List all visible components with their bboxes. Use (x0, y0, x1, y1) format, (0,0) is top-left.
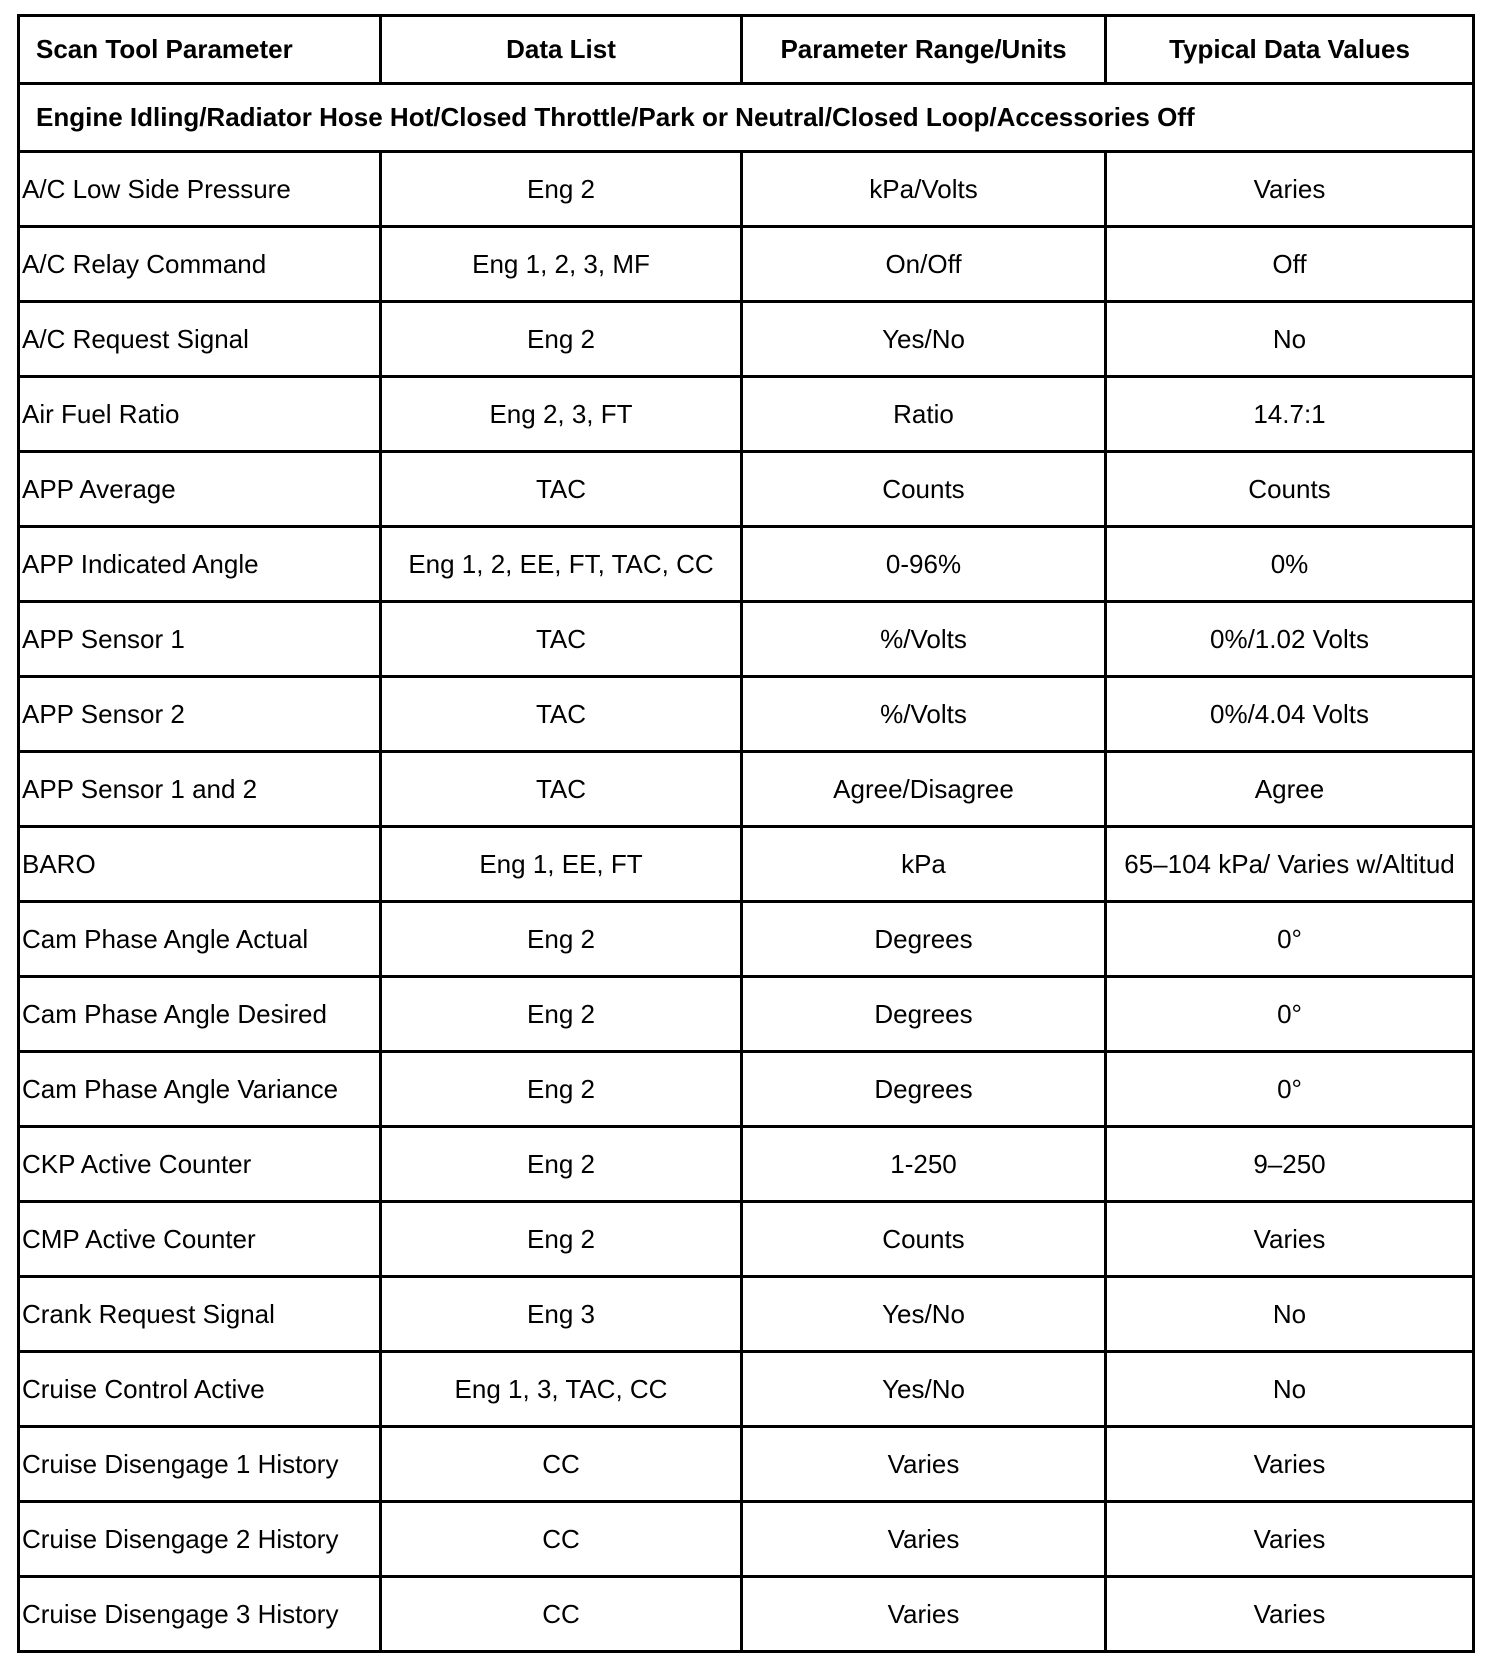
cell-range-units: On/Off (742, 227, 1106, 302)
cell-data-list: Eng 3 (381, 1277, 742, 1352)
cell-parameter: Cruise Disengage 2 History (19, 1502, 381, 1577)
cell-data-list: Eng 1, 2, EE, FT, TAC, CC (381, 527, 742, 602)
cell-parameter: Air Fuel Ratio (19, 377, 381, 452)
cell-typical-value: 0% (1106, 527, 1474, 602)
table-row (19, 902, 1474, 977)
cell-parameter: A/C Low Side Pressure (19, 152, 381, 227)
cell-typical-value: Off (1106, 227, 1474, 302)
table-row (19, 1352, 1474, 1427)
cell-typical-value: No (1106, 302, 1474, 377)
cell-data-list: Eng 2, 3, FT (381, 377, 742, 452)
cell-parameter: CKP Active Counter (19, 1127, 381, 1202)
cell-parameter: APP Indicated Angle (19, 527, 381, 602)
table-row (19, 1427, 1474, 1502)
cell-data-list: Eng 2 (381, 977, 742, 1052)
cell-range-units: Yes/No (742, 1352, 1106, 1427)
cell-data-list: CC (381, 1577, 742, 1652)
header-data-list: Data List (381, 16, 742, 84)
cell-typical-value: Agree (1106, 752, 1474, 827)
cell-range-units: Varies (742, 1502, 1106, 1577)
cell-range-units: %/Volts (742, 602, 1106, 677)
table-body (19, 84, 1474, 1652)
cell-data-list: TAC (381, 677, 742, 752)
cell-data-list: CC (381, 1502, 742, 1577)
table-row (19, 1502, 1474, 1577)
cell-data-list: Eng 1, 2, 3, MF (381, 227, 742, 302)
cell-parameter: APP Sensor 2 (19, 677, 381, 752)
cell-range-units: Yes/No (742, 1277, 1106, 1352)
cell-range-units: Agree/Disagree (742, 752, 1106, 827)
cell-range-units: Counts (742, 1202, 1106, 1277)
cell-range-units: 0-96% (742, 527, 1106, 602)
cell-data-list: Eng 2 (381, 1127, 742, 1202)
cell-typical-value: 0%/4.04 Volts (1106, 677, 1474, 752)
table-row (19, 1052, 1474, 1127)
table-row (19, 827, 1474, 902)
cell-data-list: Eng 2 (381, 152, 742, 227)
scan-tool-parameter-table (17, 14, 1475, 1653)
cell-typical-value: 0%/1.02 Volts (1106, 602, 1474, 677)
table-row (19, 602, 1474, 677)
table-row (19, 677, 1474, 752)
cell-parameter: Cruise Disengage 3 History (19, 1577, 381, 1652)
table-row (19, 302, 1474, 377)
cell-typical-value: 9–250 (1106, 1127, 1474, 1202)
cell-range-units: Ratio (742, 377, 1106, 452)
cell-data-list: Eng 2 (381, 1052, 742, 1127)
table-row (19, 377, 1474, 452)
cell-data-list: Eng 1, EE, FT (381, 827, 742, 902)
table-row (19, 152, 1474, 227)
cell-data-list: TAC (381, 452, 742, 527)
cell-parameter: APP Average (19, 452, 381, 527)
cell-data-list: CC (381, 1427, 742, 1502)
header-typical-data-values: Typical Data Values (1106, 16, 1474, 84)
cell-parameter: BARO (19, 827, 381, 902)
cell-typical-value: No (1106, 1277, 1474, 1352)
cell-data-list: Eng 2 (381, 1202, 742, 1277)
table-row (19, 227, 1474, 302)
cell-range-units: Varies (742, 1427, 1106, 1502)
cell-data-list: TAC (381, 752, 742, 827)
cell-parameter: Cruise Control Active (19, 1352, 381, 1427)
header-scan-tool-parameter: Scan Tool Parameter (19, 16, 381, 84)
cell-parameter: CMP Active Counter (19, 1202, 381, 1277)
cell-data-list: Eng 2 (381, 902, 742, 977)
condition-row (19, 84, 1474, 152)
table-row (19, 1277, 1474, 1352)
cell-typical-value: 14.7:1 (1106, 377, 1474, 452)
cell-typical-value: Varies (1106, 1577, 1474, 1652)
header-parameter-range-units: Parameter Range/Units (742, 16, 1106, 84)
cell-range-units: 1-250 (742, 1127, 1106, 1202)
cell-typical-value: 0° (1106, 1052, 1474, 1127)
cell-typical-value: 65–104 kPa/ Varies w/Altitud (1106, 827, 1474, 902)
cell-typical-value: No (1106, 1352, 1474, 1427)
header-row (19, 16, 1474, 84)
cell-parameter: Cruise Disengage 1 History (19, 1427, 381, 1502)
table-header (19, 16, 1474, 84)
cell-typical-value: Varies (1106, 1427, 1474, 1502)
cell-data-list: TAC (381, 602, 742, 677)
table-row (19, 752, 1474, 827)
scan-tool-data-sheet (17, 14, 1472, 1653)
cell-range-units: Degrees (742, 1052, 1106, 1127)
cell-data-list: Eng 1, 3, TAC, CC (381, 1352, 742, 1427)
cell-parameter: APP Sensor 1 (19, 602, 381, 677)
table-row (19, 1577, 1474, 1652)
test-condition-label: Engine Idling/Radiator Hose Hot/Closed Throttle/Park or Neutral/Closed Loop/Accessories Off (19, 84, 1474, 152)
cell-parameter: A/C Relay Command (19, 227, 381, 302)
cell-parameter: A/C Request Signal (19, 302, 381, 377)
cell-range-units: kPa (742, 827, 1106, 902)
cell-parameter: Crank Request Signal (19, 1277, 381, 1352)
cell-typical-value: Counts (1106, 452, 1474, 527)
table-row (19, 977, 1474, 1052)
cell-range-units: Yes/No (742, 302, 1106, 377)
cell-parameter: APP Sensor 1 and 2 (19, 752, 381, 827)
cell-typical-value: Varies (1106, 152, 1474, 227)
cell-data-list: Eng 2 (381, 302, 742, 377)
cell-parameter: Cam Phase Angle Actual (19, 902, 381, 977)
table-row (19, 452, 1474, 527)
cell-range-units: Degrees (742, 977, 1106, 1052)
cell-range-units: %/Volts (742, 677, 1106, 752)
table-row (19, 527, 1474, 602)
cell-typical-value: 0° (1106, 902, 1474, 977)
cell-parameter: Cam Phase Angle Variance (19, 1052, 381, 1127)
cell-typical-value: Varies (1106, 1502, 1474, 1577)
cell-range-units: Degrees (742, 902, 1106, 977)
cell-range-units: Varies (742, 1577, 1106, 1652)
cell-parameter: Cam Phase Angle Desired (19, 977, 381, 1052)
cell-range-units: Counts (742, 452, 1106, 527)
cell-typical-value: Varies (1106, 1202, 1474, 1277)
table-row (19, 1127, 1474, 1202)
cell-typical-value: 0° (1106, 977, 1474, 1052)
cell-range-units: kPa/Volts (742, 152, 1106, 227)
table-row (19, 1202, 1474, 1277)
